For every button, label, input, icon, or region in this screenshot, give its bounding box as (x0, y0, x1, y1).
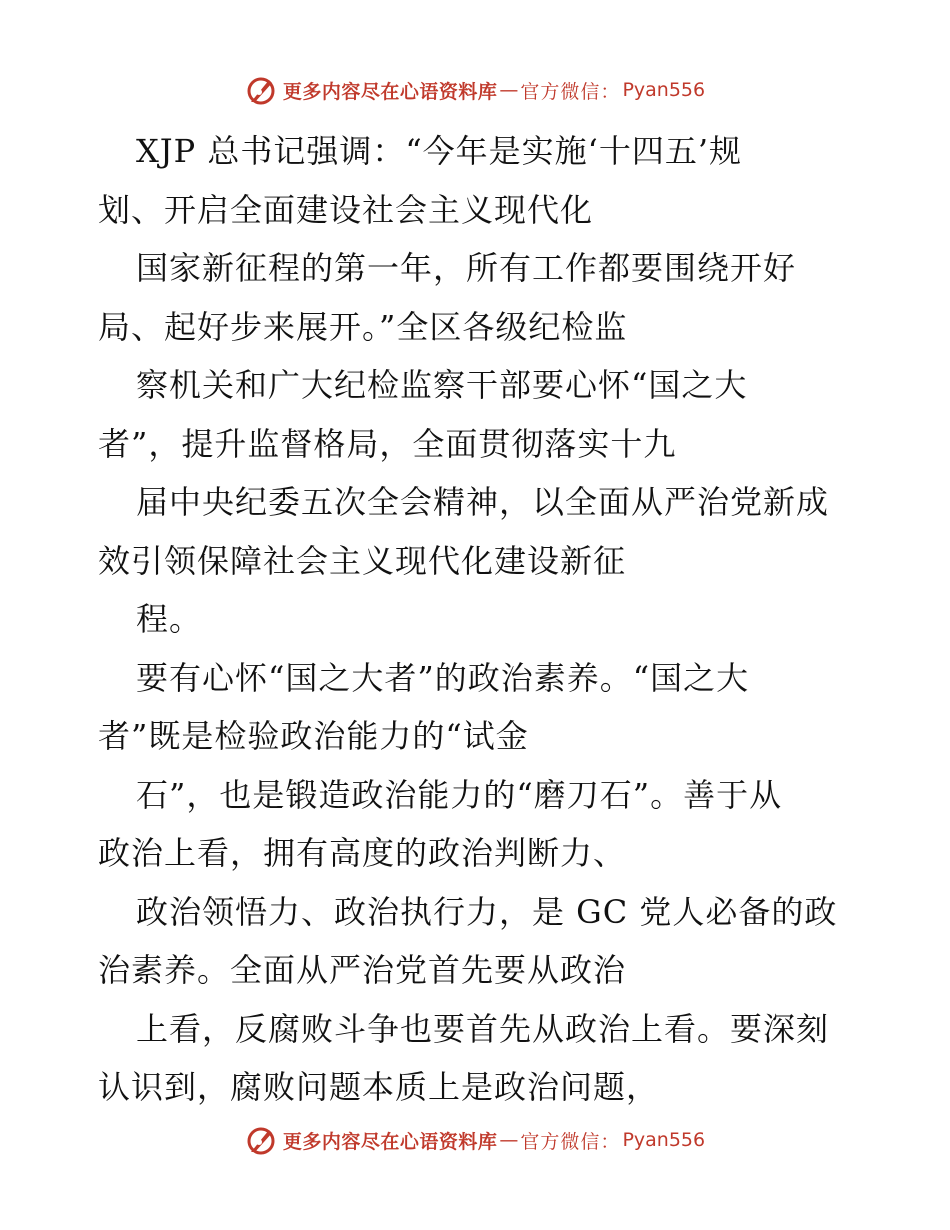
banner-title: 更多内容尽在心语资料库 (282, 1130, 498, 1153)
body-line: 效引领保障社会主义现代化建设新征 (98, 541, 627, 580)
body-line: 局、起好步来展开。”全区各级纪检监 (98, 307, 628, 346)
body-line: 上看，反腐败斗争也要首先从政治上看。要深刻 (136, 1009, 830, 1048)
document-body (0, 122, 950, 1117)
body-line: 者”既是检验政治能力的“试金 (98, 717, 529, 755)
body-line: 要有心怀“国之大者”的政治素养。“国之大 (136, 658, 750, 697)
body-line: 政治领悟力、政治执行力，是 GC 党人必备的政 (136, 892, 838, 931)
header-watermark-banner (0, 70, 950, 110)
body-line: 石”，也是锻造政治能力的“磨刀石”。善于从 (136, 775, 783, 814)
body-line: 者”，提升监督格局，全面贯彻落实十九 (98, 424, 677, 463)
body-line: 划、开启全面建设社会主义现代化 (98, 190, 594, 229)
body-line: 程。 (136, 600, 203, 638)
quill-logo-icon (245, 1124, 277, 1156)
footer-watermark-banner (0, 1120, 950, 1160)
banner-wechat-id: Pyan556 (622, 79, 706, 101)
banner-separator: — (499, 1129, 519, 1151)
body-line: XJP 总书记强调：“今年是实施‘十四五’规 (136, 132, 743, 170)
body-line: 治素养。全面从严治党首先要从政治 (98, 951, 627, 989)
banner-wechat-label: 官方微信： (520, 1130, 621, 1153)
body-line: 国家新征程的第一年，所有工作都要围绕开好 (136, 249, 797, 287)
banner-wechat-label: 官方微信： (520, 80, 621, 103)
banner-separator: — (499, 79, 519, 101)
banner-title: 更多内容尽在心语资料库 (282, 80, 498, 103)
banner-wechat-id: Pyan556 (622, 1129, 706, 1151)
body-line: 认识到，腐败问题本质上是政治问题， (98, 1068, 660, 1106)
body-line: 政治上看，拥有高度的政治判断力、 (98, 834, 627, 872)
quill-logo-icon (245, 74, 277, 106)
body-line: 届中央纪委五次全会精神，以全面从严治党新成 (136, 483, 830, 521)
body-line: 察机关和广大纪检监察干部要心怀“国之大 (136, 366, 748, 404)
